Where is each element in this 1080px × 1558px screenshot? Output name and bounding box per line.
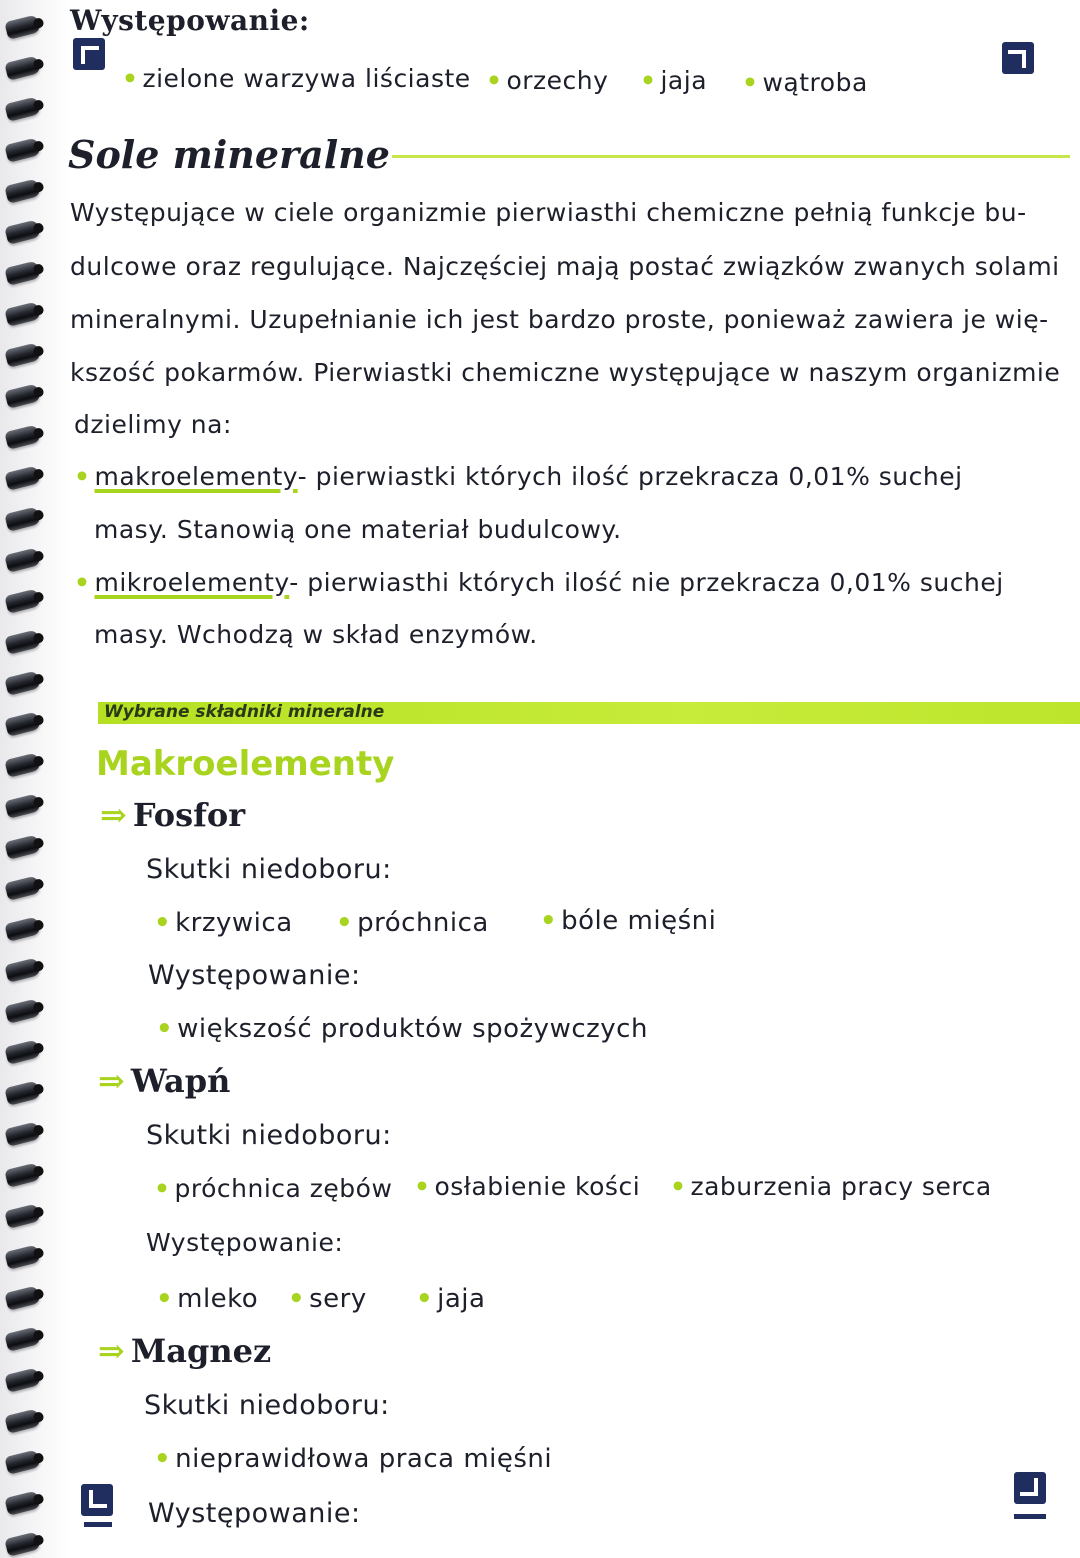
deficiency-label: Skutki niedoboru: bbox=[144, 1390, 390, 1421]
spiral-ring bbox=[4, 957, 41, 983]
spiral-ring bbox=[4, 834, 41, 860]
spiral-ring bbox=[4, 96, 41, 122]
list-item: • osłabienie kości bbox=[414, 1172, 641, 1201]
spiral-ring bbox=[4, 1039, 41, 1065]
paragraph-line: mineralnymi. Uzupełnianie ich jest bardzo proste, ponieważ zawiera je wię- bbox=[70, 305, 1049, 334]
spiral-ring bbox=[4, 1162, 41, 1188]
corner-mark-bottom-left bbox=[81, 1484, 113, 1516]
spiral-ring bbox=[4, 998, 41, 1024]
spiral-ring bbox=[4, 55, 41, 81]
list-item: • większość produktów spożywczych bbox=[156, 1014, 648, 1044]
spiral-ring bbox=[4, 588, 41, 614]
spiral-ring bbox=[4, 1080, 41, 1106]
list-item: • krzywica bbox=[154, 908, 293, 938]
paragraph-line: dulcowe oraz regulujące. Najczęściej mają postać związków zwanych solami bbox=[70, 252, 1060, 281]
definition-term: makroelementy bbox=[94, 462, 298, 491]
corner-mark-top-right bbox=[1002, 42, 1034, 74]
banner-label: Wybrane składniki mineralne bbox=[104, 702, 385, 722]
deficiency-label: Skutki niedoboru: bbox=[146, 1120, 392, 1151]
title-rule bbox=[392, 155, 1070, 158]
corner-mark-bottom-right bbox=[1014, 1472, 1046, 1504]
list-item: • zaburzenia pracy serca bbox=[670, 1172, 992, 1201]
subsection-title: Makroelementy bbox=[96, 744, 395, 784]
spiral-ring bbox=[4, 1490, 41, 1516]
paragraph-line: Występujące w ciele organizmie pierwiasthi chemiczne pełnią funkcje bu- bbox=[70, 198, 1027, 227]
spiral-ring bbox=[4, 1531, 41, 1557]
spiral-ring bbox=[4, 383, 41, 409]
definition-line: masy. Stanowią one materiał budulcowy. bbox=[94, 515, 622, 544]
element-heading: ⇒ Magnez bbox=[98, 1332, 272, 1370]
paragraph-line: dzielimy na: bbox=[74, 410, 232, 439]
list-item: • wątroba bbox=[742, 68, 868, 97]
corner-mark-bar bbox=[1014, 1514, 1046, 1519]
list-item: • nieprawidłowa praca mięśni bbox=[154, 1444, 553, 1474]
list-item: • jaja bbox=[640, 66, 708, 95]
spiral-ring bbox=[4, 752, 41, 778]
list-item: • próchnica bbox=[336, 908, 489, 938]
occurrence-heading: Występowanie: bbox=[70, 4, 310, 37]
list-item: • bóle mięśni bbox=[540, 906, 717, 936]
spiral-ring bbox=[4, 1367, 41, 1393]
spiral-ring bbox=[4, 1244, 41, 1270]
spiral-ring bbox=[4, 711, 41, 737]
spiral-ring bbox=[4, 137, 41, 163]
arrow-icon: ⇒ bbox=[98, 1332, 125, 1370]
spiral-ring bbox=[4, 1326, 41, 1352]
spiral-ring bbox=[4, 1449, 41, 1475]
spiral-ring bbox=[4, 916, 41, 942]
spiral-ring bbox=[4, 1121, 41, 1147]
list-item: • sery bbox=[288, 1284, 367, 1314]
spiral-ring bbox=[4, 178, 41, 204]
occurrence-label: Występowanie: bbox=[146, 1228, 344, 1257]
spiral-ring bbox=[4, 424, 41, 450]
spiral-ring bbox=[4, 301, 41, 327]
occurrence-label: Występowanie: bbox=[148, 1498, 361, 1529]
paragraph-line: kszość pokarmów. Pierwiastki chemiczne występujące w naszym organizmie bbox=[70, 358, 1061, 387]
corner-mark-bar bbox=[84, 1522, 112, 1527]
spiral-ring bbox=[4, 506, 41, 532]
list-item: • mleko bbox=[156, 1284, 259, 1314]
spiral-binding bbox=[0, 0, 62, 1558]
section-title: Sole mineralne bbox=[68, 132, 390, 177]
definition-item: • mikroelementy- pierwiasthi których ilość nie przekracza 0,01% suchej bbox=[74, 568, 1004, 597]
list-item: • zielone warzywa liściaste bbox=[122, 64, 471, 93]
corner-mark-top-left bbox=[73, 38, 105, 70]
arrow-icon: ⇒ bbox=[100, 796, 127, 834]
definition-item: • makroelementy- pierwiastki których ilość przekracza 0,01% suchej bbox=[74, 462, 963, 491]
spiral-ring bbox=[4, 342, 41, 368]
list-item: • jaja bbox=[416, 1284, 486, 1314]
occurrence-label: Występowanie: bbox=[148, 960, 361, 991]
spiral-ring bbox=[4, 1285, 41, 1311]
spiral-ring bbox=[4, 465, 41, 491]
spiral-ring bbox=[4, 793, 41, 819]
arrow-icon: ⇒ bbox=[98, 1062, 125, 1100]
spiral-ring bbox=[4, 260, 41, 286]
spiral-ring bbox=[4, 1408, 41, 1434]
element-heading: ⇒ Fosfor bbox=[100, 796, 246, 834]
deficiency-label: Skutki niedoboru: bbox=[146, 854, 392, 885]
list-item: • próchnica zębów bbox=[154, 1174, 393, 1203]
spiral-ring bbox=[4, 629, 41, 655]
spiral-ring bbox=[4, 219, 41, 245]
list-item: • orzechy bbox=[486, 66, 609, 95]
definition-line: masy. Wchodzą w skład enzymów. bbox=[94, 620, 538, 649]
spiral-ring bbox=[4, 875, 41, 901]
spiral-ring bbox=[4, 1203, 41, 1229]
spiral-ring bbox=[4, 14, 41, 40]
spiral-ring bbox=[4, 547, 41, 573]
element-heading: ⇒ Wapń bbox=[98, 1062, 231, 1100]
definition-term: mikroelementy bbox=[94, 568, 290, 597]
spiral-ring bbox=[4, 670, 41, 696]
